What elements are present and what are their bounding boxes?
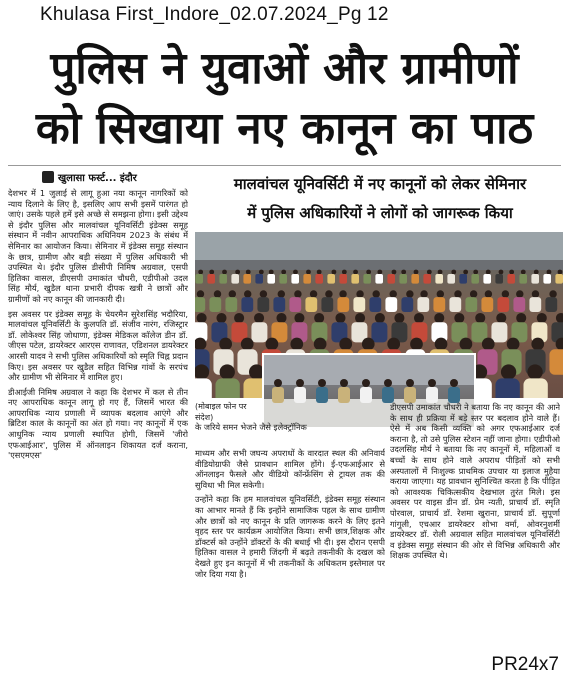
audience-head <box>314 338 327 351</box>
article-column-2-top <box>195 422 385 448</box>
audience-head <box>220 364 235 379</box>
audience-body <box>497 297 509 312</box>
audience-head <box>219 338 232 351</box>
audience-head <box>482 338 495 351</box>
audience-head <box>496 313 506 323</box>
audience-head <box>377 270 382 275</box>
paragraph: इस अवसर पर इंडेक्स समूह के चेयरमैन सुरेशसिंह भदौरिया, मालवांचल यूनिवर्सिटी के कुलपति डॉ. संजीव नारंग, रजिस्ट्रार डॉ. लोकेश्वर सिंह जोधाणा, इंडेक्स मेडिकल कॉलेज डीन डॉ. जीएस पटेल, डायरेक्टर आरएस राणावत, एडिशनल डायरेक्टर आरसी यादव ने सभी पुलिस अधिकारियों को स्मृति चिह्न प्रदान किए। इस अवसर पर खुडैल सहित विभिन्न गांवों के सरपंच और ग्रामीण भी सेमिनार में शामिल हुए। <box>8 308 188 383</box>
audience-head <box>521 270 526 275</box>
page-source-tag: Khulasa First_Indore_02.07.2024_Pg 12 <box>40 4 389 25</box>
subheadline-line-2: में पुलिस अधिकारियों ने लोगों को जागरूक किया <box>247 204 513 222</box>
audience-head <box>532 290 539 297</box>
audience-head <box>427 270 432 275</box>
audience-body <box>209 297 221 312</box>
audience-head <box>294 290 301 297</box>
stage-person-body <box>338 387 350 403</box>
audience-body <box>387 274 395 284</box>
audience-head <box>451 270 456 275</box>
footer-code: PR24x7 <box>491 654 559 675</box>
audience-body <box>195 297 205 312</box>
audience-body <box>549 349 563 374</box>
audience-head <box>463 270 468 275</box>
audience-body <box>243 274 251 284</box>
audience-head <box>454 313 464 323</box>
subheadline-line-1: मालवांचल यूनिवर्सिटी में नए कानूनों को लेकर सेमिनार <box>233 175 527 193</box>
audience-head <box>197 313 207 323</box>
audience-body <box>491 322 507 342</box>
audience-head <box>516 313 526 323</box>
paragraph: माध्यम और सभी जघन्य अपराधों के वारदात स्थल की अनिवार्य वीडियोग्राफी जैसे प्रावधान शामिल होंगे। ई-एफआईआर से ऑनलाइन फैसले और वीडियो कॉन्फ्रेंसिंग से ट्रायल तक की सुविधा भी मिल सकेगी। <box>195 448 385 490</box>
audience-head <box>434 313 444 323</box>
audience-head <box>401 270 406 275</box>
stage-person-body <box>272 387 284 403</box>
audience-head <box>435 338 448 351</box>
article-column-2 <box>195 448 385 638</box>
audience-head <box>269 270 274 275</box>
audience-body <box>225 297 237 312</box>
byline-text: खुलासा फर्स्ट... इंदौर <box>58 173 137 184</box>
audience-head <box>229 290 236 297</box>
stage-person-body <box>426 387 438 403</box>
audience-head <box>266 338 279 351</box>
audience-body <box>523 378 547 398</box>
audience-head <box>499 270 504 275</box>
audience-head <box>362 338 375 351</box>
audience-body <box>315 274 323 284</box>
audience-head <box>294 313 304 323</box>
audience-body <box>483 274 491 284</box>
audience-body <box>401 297 413 312</box>
audience-body <box>529 297 541 312</box>
stage-person-head <box>318 379 326 387</box>
audience-body <box>495 378 519 398</box>
audience-head <box>339 338 352 351</box>
audience-head <box>375 313 385 323</box>
audience-body <box>465 297 477 312</box>
stage-person-head <box>362 379 370 387</box>
stage-person-body <box>360 387 372 403</box>
audience-body <box>447 274 455 284</box>
audience-head <box>254 313 264 323</box>
audience-head <box>306 270 311 275</box>
audience-body <box>195 378 212 398</box>
divider <box>8 165 561 166</box>
audience-head <box>335 313 345 323</box>
audience-head <box>314 313 324 323</box>
stage-person-body <box>448 387 460 403</box>
audience-body <box>351 274 359 284</box>
audience-body <box>305 297 317 312</box>
paragraph: देशभर में 1 जुलाई से लागू हुआ नया कानून नागरिकों को न्याय दिलाने के लिए है, इसलिए आप सभी इसमें पारंगत हो जाएं। उसके पहले हमें इसे अच्छे से समझना होगा। इसी उद्देश्य से इंदौर पुलिस और मालवांचल यूनिवर्सिटी इंडेक्स समूह संस्थान में नवीन आपराधिक अधिनियम 2023 के संबंध में सेमिनार का आयोजन किया। सेमिनार में इंडेक्स समूह संस्थान के छात्र, ग्रामीण और बड़ी संख्या में पुलिस अधिकारी भी उपस्थित थे। इंदौर पुलिस डीसीपी निमिष अग्रवाल, एसपी हितिका वासल, डीएसपी उमाकांत चौधरी, एडीपीओ उदल सिंह मौर्य, खुडैल थाना प्रभारी दीपक खत्री ने छात्रों और ग्रामीणों को नए कानून की जानकारी दी। <box>8 188 188 304</box>
audience-head <box>293 270 298 275</box>
audience-head <box>276 313 286 323</box>
audience-body <box>231 274 239 284</box>
audience-body <box>195 274 203 284</box>
stage-person-head <box>274 379 282 387</box>
audience-head <box>355 313 365 323</box>
audience-head <box>414 270 419 275</box>
audience-head <box>356 290 363 297</box>
audience-head <box>353 270 358 275</box>
paragraph: उन्होंने कहा कि हम मालवांचल यूनिवर्सिटी, इंडेक्स समूह संस्थान का आभार मानते हैं कि इन्होंने सामाजिक पहल के साथ ग्रामीण और छात्रों को नए कानून के प्रति जागरूक करने के लिए इतने वृहद स्तर पर कार्यक्रम आयोजित किया। सभी छात्र,शिक्षक और डॉक्टर्स को उन्होंने डॉक्टरों के की बधाई भी दी। इस दौरान एसपी हितिका वासल ने हमारी जिंदगी में बढ़ते तकनीकी के दखल को देखते हुए इन कानूनों में भी तकनीकों के अधिकतम इस्तेमाल पर जोर दिया गया है। <box>195 494 385 579</box>
audience-body <box>543 274 551 284</box>
stage-person-body <box>294 387 306 403</box>
audience-head <box>556 313 563 323</box>
audience-body <box>369 297 381 312</box>
audience-head <box>216 313 226 323</box>
audience-head <box>527 364 542 379</box>
byline-logo-icon <box>42 171 54 183</box>
audience-head <box>310 290 317 297</box>
audience-body <box>289 297 301 312</box>
audience-head <box>342 270 347 275</box>
audience-head <box>281 270 286 275</box>
audience-head <box>534 270 539 275</box>
photo-caption: (मोबाइल फोन पर संदेश) <box>195 402 247 422</box>
audience-head <box>290 338 303 351</box>
audience-body <box>273 297 285 312</box>
audience-head <box>198 270 203 275</box>
article-column-3 <box>390 402 560 638</box>
audience-body <box>433 297 445 312</box>
audience-head <box>531 338 544 351</box>
audience-head <box>372 290 379 297</box>
audience-head <box>549 290 556 297</box>
audience-body <box>215 378 239 398</box>
audience-body <box>423 274 431 284</box>
audience-head <box>406 290 413 297</box>
audience-head <box>473 270 478 275</box>
audience-body <box>449 297 461 312</box>
audience-body <box>435 274 443 284</box>
audience-head <box>278 290 285 297</box>
article-column-1 <box>8 188 188 638</box>
audience-body <box>241 297 253 312</box>
audience-body <box>371 322 387 342</box>
audience-head <box>389 290 396 297</box>
audience-body <box>495 274 503 284</box>
audience-body <box>555 274 563 284</box>
audience-head <box>197 290 204 297</box>
audience-body <box>363 274 371 284</box>
audience-body <box>531 274 539 284</box>
audience-body <box>471 274 479 284</box>
audience-head <box>209 270 214 275</box>
audience-body <box>257 297 269 312</box>
stage-person-head <box>340 379 348 387</box>
audience-body <box>375 274 383 284</box>
audience-body <box>459 274 467 284</box>
audience-head <box>260 290 267 297</box>
audience-body <box>321 297 333 312</box>
audience-head <box>509 270 514 275</box>
headline-line-2: को सिखाया नए कानून का पाठ <box>35 103 534 154</box>
paragraph: डीएसपी उमाकांत चौधरी ने बताया कि नए कानून की आने के साथ ही प्रक्रिया में बड़े स्तर पर बदलाव होने वाले हैं। ऐसे में अब किसी व्यक्ति को अगर एफआईआर दर्ज कराना है, तो उसे पुलिस स्टेशन नहीं जाना होगा। एडीपीओ उदलसिंह मौर्य ने बताया कि नए कानूनों में, महिलाओं व बच्चों के साथ होने वाले अपराध पीड़ितों को सभी अस्पतालों में निःशुल्क प्राथमिक उपचार या इलाज मुहैया कराया जाएगा। यह प्रावधान सुनिश्चित करता है कि पीड़ित को आवश्यक चिकित्सकीय देखभाल तुरंत मिले। इस अवसर पर वाइस डीन डॉ. प्रेम न्यती, प्राचार्य डॉ. स्मृति पोरवाल, प्राचार्य डॉ. रेशमा खुराना, प्राचार्य डॉ. सुपूर्णा गांगुली, एचआर डायरेक्टर शोभा वर्मा, ओवरनुशर्मी डायरेक्टर डॉ. रोली अग्रवाल सहित मालवांचल यूनिवर्सिटी व इंडेक्स समूह संस्थान की ओर से विभिन्न अधिकारी और शिक्षक उपस्थित थे। <box>390 402 560 561</box>
audience-head <box>259 270 264 275</box>
audience-head <box>485 290 492 297</box>
stage-person-head <box>296 379 304 387</box>
audience-body <box>251 322 267 342</box>
paragraph: के जरिये समन भेजने जैसे इलेक्ट्रॉनिक <box>195 422 307 432</box>
audience-body <box>219 274 227 284</box>
audience-head <box>507 338 520 351</box>
audience-head <box>214 290 221 297</box>
audience-body <box>291 274 299 284</box>
audience-head <box>438 270 443 275</box>
audience-head <box>475 313 485 323</box>
audience-head <box>366 270 371 275</box>
audience-head <box>246 270 251 275</box>
stage-person-head <box>384 379 392 387</box>
audience-body <box>481 297 493 312</box>
audience-head <box>537 313 547 323</box>
audience-head <box>235 270 240 275</box>
audience-head <box>234 313 244 323</box>
audience-body <box>267 274 275 284</box>
audience-body <box>303 274 311 284</box>
audience-head <box>325 290 332 297</box>
audience-head <box>339 290 346 297</box>
byline <box>42 170 137 184</box>
audience-head <box>558 270 563 275</box>
audience-body <box>519 274 527 284</box>
audience-head <box>486 270 491 275</box>
audience-head <box>332 270 337 275</box>
audience-body <box>513 297 525 312</box>
audience-body <box>337 297 349 312</box>
audience-head <box>410 338 423 351</box>
audience-body <box>417 297 429 312</box>
audience-head <box>244 290 251 297</box>
headline-line-1: पुलिस ने युवाओं और ग्रामीणों <box>50 43 519 94</box>
audience-head <box>387 338 400 351</box>
stage-person-body <box>316 387 328 403</box>
paragraph: डीआईजी निमिष अग्रवाल ने कहा कि देशभर में कल से तीन नए आपराधिक कानून लागू हो गए हैं, जिसमें भारत की आपराधिक न्याय प्रणाली में व्यापक बदलाव आएंगे और ब्रिटिश काल के कानूनों का अंत हो गया। नए कानूनों में एक आधुनिक न्याय प्रणाली स्थापित होगी, जिसमें 'जीरो एफआईआर', पुलिस में ऑनलाइन शिकायत दर्ज कराना, 'एसएमएस' <box>8 386 188 461</box>
audience-head <box>501 364 516 379</box>
audience-head <box>547 270 552 275</box>
audience-body <box>353 297 365 312</box>
audience-body <box>279 274 287 284</box>
stage-person-head <box>428 379 436 387</box>
audience-head <box>394 313 404 323</box>
audience-head <box>241 338 254 351</box>
audience-body <box>545 297 557 312</box>
audience-body <box>399 274 407 284</box>
audience-body <box>507 274 515 284</box>
audience-body <box>385 297 397 312</box>
audience-head <box>392 270 397 275</box>
audience-body <box>327 274 335 284</box>
audience-head <box>470 290 477 297</box>
audience-head <box>437 290 444 297</box>
audience-body <box>411 274 419 284</box>
audience-body <box>339 274 347 284</box>
stage-person-head <box>450 379 458 387</box>
audience-body <box>207 274 215 284</box>
audience-head <box>460 338 473 351</box>
audience-head <box>516 290 523 297</box>
audience-head <box>454 290 461 297</box>
audience-head <box>317 270 322 275</box>
stage-person-body <box>382 387 394 403</box>
audience-head <box>420 290 427 297</box>
audience-head <box>222 270 227 275</box>
stage-person-body <box>404 387 416 403</box>
stage-person-head <box>406 379 414 387</box>
audience-head <box>502 290 509 297</box>
audience-head <box>414 313 424 323</box>
audience-body <box>255 274 263 284</box>
